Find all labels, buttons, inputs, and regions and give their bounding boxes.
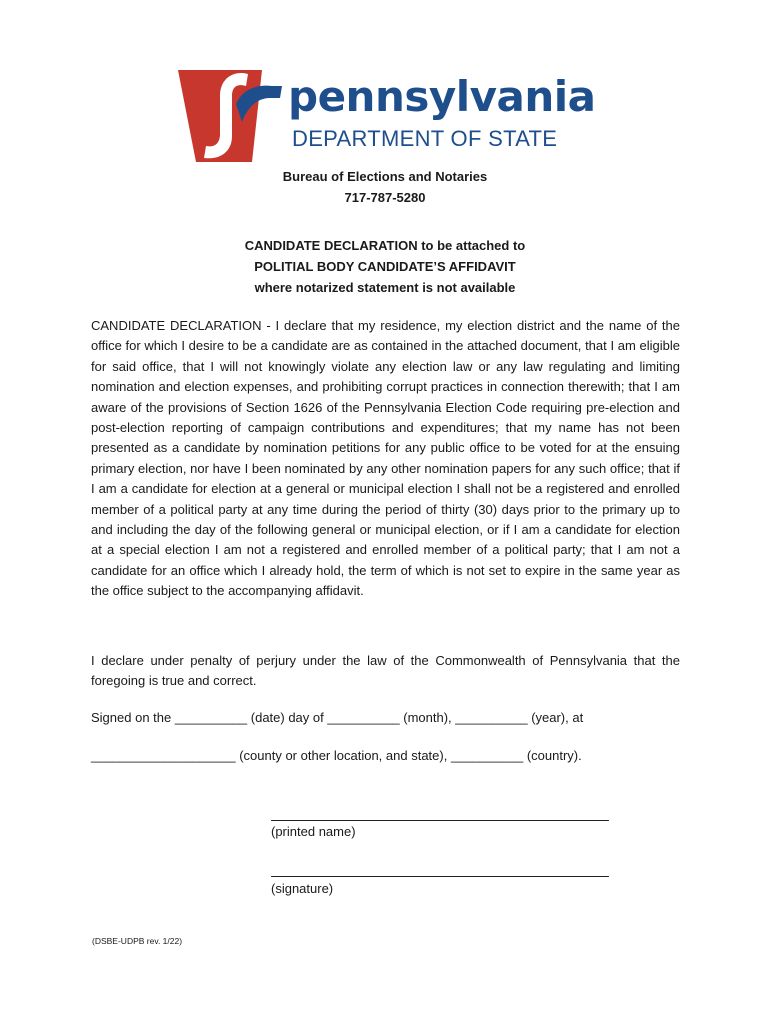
signature-label: (signature)	[271, 881, 334, 896]
logo-wordmark: pennsylvania	[288, 72, 596, 121]
form-title	[0, 235, 770, 298]
logo-department: DEPARTMENT OF STATE	[292, 126, 558, 151]
bureau-phone: 717-787-5280	[344, 190, 426, 205]
penalty-paragraph: I declare under penalty of perjury under the law of the Commonwealth of Pennsylvania that the foregoing is true and correct.	[91, 653, 680, 689]
printed-name-label: (printed name)	[271, 824, 356, 839]
signed-on-line: Signed on the __________ (date) day of __________ (month), __________ (year), at	[91, 710, 584, 725]
pa-department-of-state-logo	[176, 66, 596, 162]
title-line-2: POLITIAL BODY CANDIDATE’S AFFIDAVIT	[254, 259, 516, 274]
form-revision-id: (DSBE-UDPB rev. 1/22)	[92, 936, 183, 946]
printed-name-line	[271, 820, 609, 821]
county-country-line: ____________________ (county or other location, and state), __________ (country).	[91, 748, 582, 763]
title-line-1: CANDIDATE DECLARATION to be attached to	[244, 238, 526, 253]
title-line-3: where notarized statement is not available	[254, 280, 516, 295]
keystone-logo-icon	[176, 66, 288, 162]
bureau-name: Bureau of Elections and Notaries	[282, 169, 488, 184]
declaration-paragraph: CANDIDATE DECLARATION - I declare that my residence, my election district and the name of the office for which I desire to be a candidate are as contained in the attached document, that I am eligible for said office, that I will not knowingly violate any election law or any law regulating and limiting nomination and election expenses, and prohibiting corrupt practices in connection therewith; that I am aware of the provisions of Section 1626 of the Pennsylvania Election Code requiring pre-election and post-election reporting of campaign contributions and expenditures; that my name has not been presented as a candidate by nomination petitions for any public office to be voted for at the ensuing primary election, nor have I been nominated by any other nomination papers for any such office; that if I am a candidate for election at a general or municipal election I shall not be a registered and enrolled member of a political party at any time during the period of thirty (30) days prior to the primary up to and including the day of the following general or municipal election, or if I am a candidate for election at a special election I am not a registered and enrolled member of a political party; that I am not a candidate for an office which I already hold, the term of which is not set to expire in the same year as the office subject to the accompanying affidavit.	[91, 318, 680, 599]
signature-line	[271, 876, 609, 877]
bureau-header	[0, 166, 770, 208]
